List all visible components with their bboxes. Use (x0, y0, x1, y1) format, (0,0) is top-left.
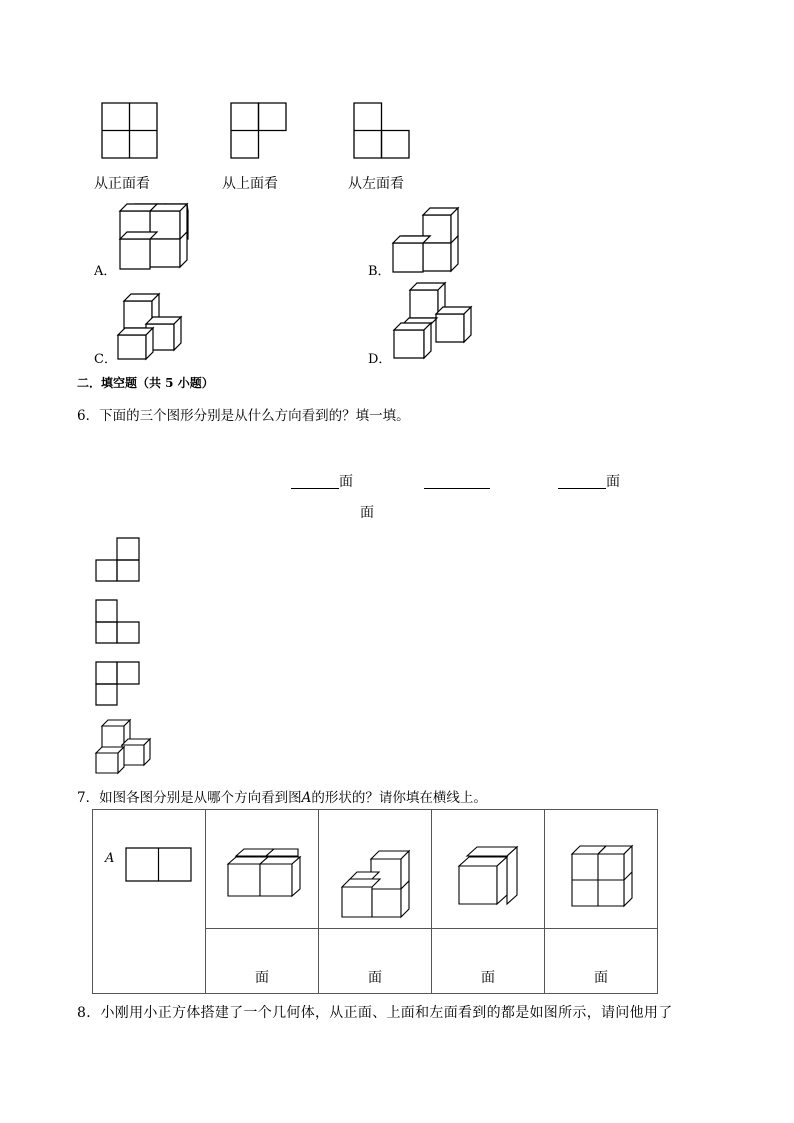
q7-answer-suffix-1: 面 (255, 970, 269, 986)
left-view-label: 从左面看 (348, 176, 404, 192)
option-b-cubes-figure (391, 207, 459, 275)
option-a-label: A． (94, 264, 117, 279)
q7-answer-suffix-2: 面 (368, 970, 382, 986)
q6-blank-1-suffix: 面 (339, 474, 353, 490)
option-c-label: C． (94, 352, 117, 367)
option-b-label: B． (368, 264, 391, 279)
option-d-cubes-figure (392, 282, 472, 360)
q6-view-figure-3 (95, 661, 141, 707)
q7-answer-suffix-3: 面 (481, 970, 495, 986)
question-8-text: 8．小刚用小正方体搭建了一个几何体，从正面、上面和左面看到的都是如图所示，请问他用了 (77, 1005, 673, 1021)
q7-cell-2 (319, 810, 432, 929)
q7-cubes-figure-2 (341, 850, 411, 920)
q6-cubes-figure (94, 719, 152, 775)
left-view-figure (353, 102, 411, 160)
q6-view-figure-2 (95, 599, 141, 645)
q7-cubes-figure-4 (570, 845, 634, 907)
q7-answer-cell-4[interactable] (545, 929, 658, 994)
q6-blank-3[interactable] (558, 488, 606, 489)
q7-figure-a-cell (93, 810, 206, 994)
question-7-text (77, 786, 487, 806)
option-d-label: D． (368, 352, 392, 367)
top-view-label: 从上面看 (222, 176, 278, 192)
top-view-figure (230, 102, 288, 160)
option-a-cubes-figure (118, 203, 190, 273)
q7-table (92, 809, 658, 994)
q7-cell-3 (432, 810, 545, 929)
q7-figure-a-label: A (105, 851, 115, 866)
q7-answer-cell-3[interactable] (432, 929, 545, 994)
q6-blank-2-suffix: 面 (360, 505, 374, 521)
q6-blank-3-suffix: 面 (606, 474, 620, 490)
q7-text-italic: A (301, 790, 312, 806)
q7-cell-4 (545, 810, 658, 929)
question-6-text: 6．下面的三个图形分别是从什么方向看到的？填一填。 (77, 408, 410, 424)
option-c-cubes-figure (116, 292, 182, 360)
q6-blank-2[interactable] (424, 488, 490, 489)
q6-blank-1[interactable] (291, 488, 339, 489)
q7-cubes-figure-1 (226, 848, 300, 900)
q7-text-part2: 的形状的？请你填在横线上。 (311, 790, 487, 806)
q7-cubes-figure-3 (457, 846, 519, 906)
section-2-title: 二．填空题（共 5 小题） (77, 376, 214, 390)
front-view-figure (101, 102, 159, 160)
q7-answer-suffix-4: 面 (594, 970, 608, 986)
q6-view-figure-1 (95, 537, 141, 583)
q7-figure-a (125, 847, 193, 883)
front-view-label: 从正面看 (94, 176, 150, 192)
q7-answer-cell-2[interactable] (319, 929, 432, 994)
q7-text-part1: 7．如图各图分别是从哪个方向看到图 (77, 790, 302, 806)
q7-answer-cell-1[interactable] (206, 929, 319, 994)
q7-cell-1 (206, 810, 319, 929)
